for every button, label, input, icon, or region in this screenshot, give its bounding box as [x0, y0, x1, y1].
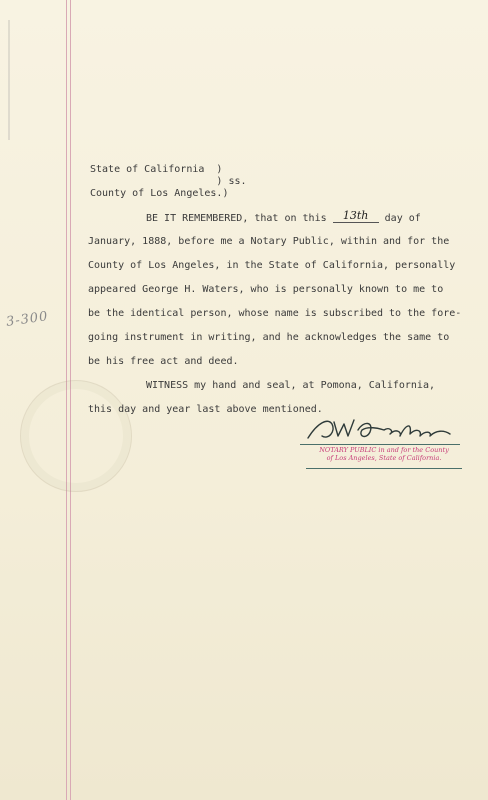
p1-l1-before: BE IT REMEMBERED, that on this: [146, 213, 333, 224]
paragraph-2-line-1: WITNESS my hand and seal, at Pomona, California,: [146, 380, 435, 391]
paragraph-1-line-5: be the identical person, whose name is subscribed to the fore-: [88, 308, 462, 319]
notary-stamp: [306, 446, 462, 462]
paragraph-2-line-2: this day and year last above mentioned.: [88, 404, 323, 415]
paragraph-1-line-6: going instrument in writing, and he acknowledges the same to: [88, 332, 450, 343]
margin-pencil-note: 3-300: [5, 309, 50, 330]
venue-line-2: ) ss.: [90, 176, 247, 187]
paragraph-1-line-2: January, 1888, before me a Notary Public, within and for the: [88, 236, 450, 247]
stamp-rule: [306, 468, 462, 469]
paragraph-1-line-4: appeared George H. Waters, who is personally known to me to: [88, 284, 444, 295]
handwritten-date: 13th: [333, 210, 379, 223]
venue-line-3: County of Los Angeles.): [90, 188, 229, 199]
paragraph-1-line-3: County of Los Angeles, in the State of California, personally: [88, 260, 456, 271]
paragraph-1-line-7: be his free act and deed.: [88, 356, 239, 367]
edge-mark: [8, 20, 28, 140]
stamp-line-2: of Los Angeles, State of California.: [326, 454, 442, 462]
paragraph-1-line-1: [146, 209, 421, 225]
p1-l1-after: day of: [378, 213, 421, 224]
notary-signature: [298, 412, 458, 444]
stamp-line-1: NOTARY PUBLIC in and for the County: [319, 446, 449, 454]
signature-line: [300, 444, 460, 445]
embossed-seal: [20, 380, 132, 492]
venue-line-1: State of California ): [90, 164, 223, 175]
